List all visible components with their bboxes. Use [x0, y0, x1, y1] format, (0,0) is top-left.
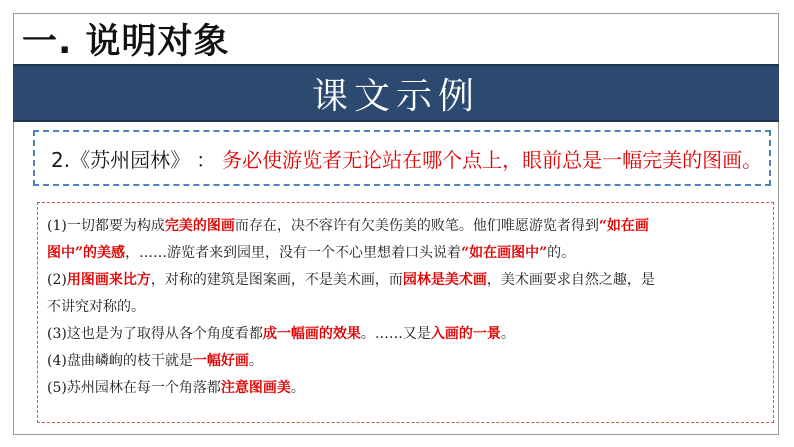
- highlighted-text: 一幅好画: [192, 353, 249, 369]
- highlighted-text: 注意图画美: [220, 380, 291, 396]
- quote-text: (5)苏州园林在每一个角落都: [47, 380, 221, 396]
- quote-line: [47, 348, 763, 375]
- highlighted-text: 成一幅画的效果: [262, 326, 361, 342]
- quote-text: (2): [47, 272, 67, 288]
- example-quote: 务必使游览者无论站在哪个点上，眼前总是一幅完美的图画。: [222, 147, 763, 172]
- banner-title: 课文示例: [311, 75, 480, 117]
- highlighted-text: 完美的图画: [164, 218, 235, 234]
- quote-text: (3)这也是为了取得从各个角度看都: [47, 326, 263, 342]
- quote-text: (1)一切都要为构成: [47, 218, 165, 234]
- quotes-box: [37, 202, 774, 423]
- highlighted-text: 用图画来比方: [66, 272, 151, 288]
- section-heading: 一. 说明对象: [22, 22, 230, 62]
- quote-text: 。……又是: [360, 326, 431, 342]
- quote-text: 而存在，决不容许有欠美伤美的败笔。他们唯愿游览者得到: [234, 218, 599, 234]
- quote-line: [47, 240, 763, 267]
- quote-line: [47, 294, 763, 321]
- quote-text: ，对称的建筑是图案画，不是美术画，而: [150, 272, 403, 288]
- quote-text: 。: [290, 380, 305, 396]
- quote-line: [47, 213, 763, 240]
- quote-text: 不讲究对称的。: [47, 299, 145, 315]
- quote-text: 的。: [547, 245, 576, 261]
- quote-text: ，美术画要求自然之趣，是: [486, 272, 655, 288]
- highlighted-text: “如在画: [598, 218, 649, 234]
- quote-line: [47, 375, 763, 402]
- example-separator: ：: [196, 147, 217, 172]
- title-banner: [13, 64, 779, 122]
- highlighted-text: 图中”的美感: [47, 245, 126, 261]
- quote-text: (4)盘曲嶙峋的枝干就是: [47, 353, 193, 369]
- quote-lines: [47, 213, 763, 402]
- example-title: 2.《苏州园林》: [51, 147, 191, 172]
- quote-line: [47, 321, 763, 348]
- quote-text: ，……游览者来到园里，没有一个不心里想着口头说着: [125, 245, 462, 261]
- highlighted-text: 园林是美术画: [402, 272, 487, 288]
- highlighted-text: 入画的一景: [430, 326, 501, 342]
- quote-text: 。: [248, 353, 263, 369]
- quote-line: [47, 267, 763, 294]
- highlighted-text: “如在画图中”: [461, 245, 548, 261]
- example-box: [33, 130, 771, 186]
- quote-text: 。: [500, 326, 515, 342]
